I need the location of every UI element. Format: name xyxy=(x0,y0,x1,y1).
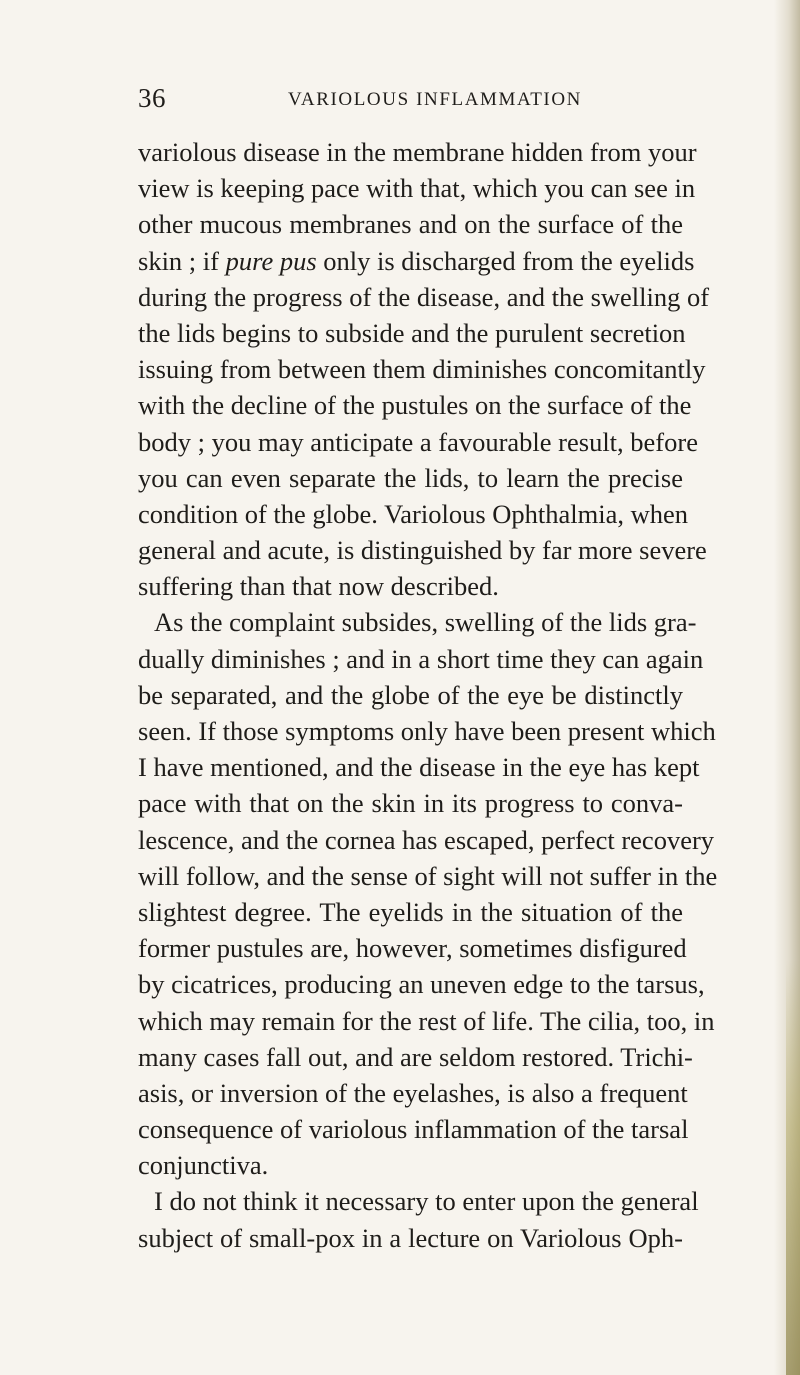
page-edge-stain xyxy=(786,960,800,1375)
text-line: during the progress of the disease, and the swelling of xyxy=(138,281,710,312)
text-line: subject of small-pox in a lecture on Variolous Oph- xyxy=(138,1222,683,1253)
text-line: lescence, and the cornea has escaped, perfect recovery xyxy=(138,824,715,855)
text-line: you can even separate the lids, to learn the precise xyxy=(138,462,683,493)
text-line: conjunctiva. xyxy=(138,1150,269,1181)
text-line: slightest degree. The eyelids in the situation of the xyxy=(138,896,683,927)
text-line: suffering than that now described. xyxy=(138,571,499,602)
text-line xyxy=(138,243,695,279)
text-line: many cases fall out, and are seldom restored. Trichi- xyxy=(138,1041,693,1072)
text-line: I do not think it necessary to enter upon the general xyxy=(154,1186,699,1217)
text-line: condition of the globe. Variolous Ophthalmia, when xyxy=(138,498,689,529)
body-text xyxy=(138,134,718,1256)
text-line: consequence of variolous inflammation of the tarsal xyxy=(138,1114,689,1145)
italic-phrase: pure pus xyxy=(225,245,317,276)
text-line: general and acute, is distinguished by far more severe xyxy=(138,535,707,566)
text-line: As the complaint subsides, swelling of the lids gra- xyxy=(154,607,697,638)
text-line: will follow, and the sense of sight will not suffer in the xyxy=(138,860,718,891)
text-line: I have mentioned, and the disease in the eye has kept xyxy=(138,752,700,783)
text-line: the lids begins to subside and the purulent secretion xyxy=(138,317,686,348)
text-line: seen. If those symptoms only have been present which xyxy=(138,716,716,746)
text-line: former pustules are, however, sometimes disfigured xyxy=(138,933,687,964)
text-line: dually diminishes ; and in a short time they can again xyxy=(138,643,704,674)
text-line: pace with that on the skin in its progress to conva- xyxy=(138,788,683,819)
text-line: which may remain for the rest of life. The cilia, too, in xyxy=(138,1005,715,1036)
page-header xyxy=(138,83,683,123)
text-line: variolous disease in the membrane hidden from your xyxy=(138,137,697,167)
text-run: skin ; if xyxy=(138,245,226,276)
text-line: asis, or inversion of the eyelashes, is also a frequent xyxy=(138,1077,688,1108)
text-line: be separated, and the globe of the eye be distinctly xyxy=(138,679,683,710)
running-head: VARIOLOUS INFLAMMATION xyxy=(288,89,583,110)
text-line: issuing from between them diminishes concomitantly xyxy=(138,354,706,385)
text-line: view is keeping pace with that, which you can see in xyxy=(138,173,696,204)
text-line: with the decline of the pustules on the surface of the xyxy=(138,390,692,421)
page-number: 36 xyxy=(138,83,166,113)
text-line: other mucous membranes and on the surface of the xyxy=(138,209,683,240)
text-run: only is discharged from the eyelids xyxy=(316,245,695,276)
text-line: body ; you may anticipate a favourable result, before xyxy=(138,426,698,457)
text-line: by cicatrices, producing an uneven edge to the tarsus, xyxy=(138,969,705,1000)
